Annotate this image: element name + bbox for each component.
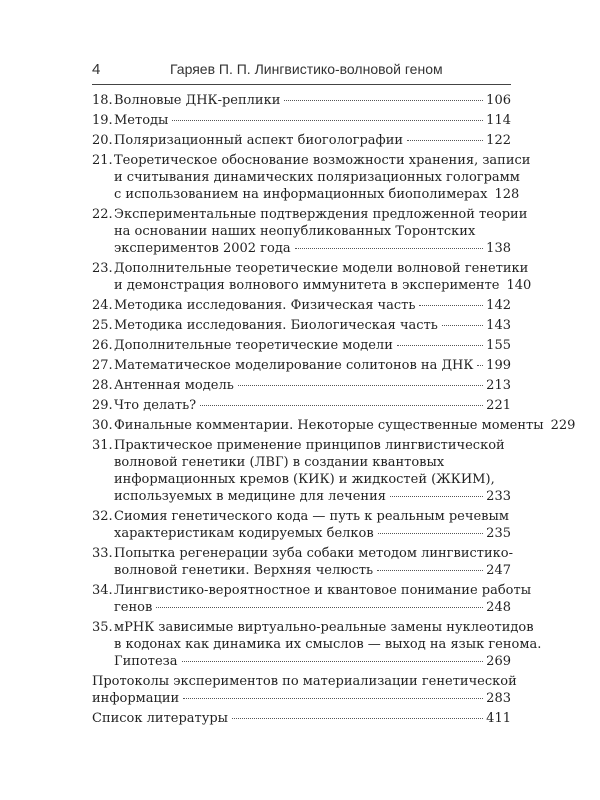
- toc-entry-title-line: Волновые ДНК-реплики: [114, 93, 281, 108]
- dot-leader: [477, 365, 483, 366]
- toc-entry-number: 22.: [92, 207, 113, 222]
- toc-entry: [92, 92, 511, 109]
- toc-entry-title-line: и демонстрация волнового иммунитета в эксперименте: [114, 278, 500, 293]
- toc-entry-page: 233: [486, 489, 511, 504]
- toc-entry-title-line: экспериментов 2002 года: [114, 241, 291, 256]
- toc-entry: [92, 508, 511, 542]
- toc-entry-number: 25.: [92, 318, 113, 333]
- toc-entry-title-line: Дополнительные теоретические модели волновой генетики: [114, 261, 529, 276]
- toc-entry-page: 199: [486, 358, 511, 373]
- dot-leader: [172, 120, 483, 121]
- toc-entry: [92, 297, 511, 314]
- toc-entry: [92, 417, 576, 434]
- toc-entry-page: 411: [486, 711, 511, 726]
- dot-leader: [238, 385, 483, 386]
- toc-entry-title-line: Лингвистико-вероятностное и квантовое понимание работы: [114, 583, 532, 598]
- toc-entry-number: 19.: [92, 113, 113, 128]
- dot-leader: [295, 248, 484, 249]
- toc-entry-page: 138: [486, 241, 511, 256]
- dot-leader: [378, 533, 484, 534]
- toc-entry-number: 26.: [92, 338, 113, 353]
- toc-entry-title-line: Сиомия генетического кода — путь к реальным речевым: [114, 509, 509, 524]
- running-title: Гаряев П. П. Лингвистико-волновой геном: [170, 61, 443, 77]
- toc-entry-title-line: Антенная модель: [114, 378, 234, 393]
- toc-entry: [92, 132, 511, 149]
- toc-entry-title-line: Финальные комментарии. Некоторые существенные моменты: [114, 418, 544, 433]
- dot-leader: [200, 405, 483, 406]
- toc-entry-title-line: Протоколы экспериментов по материализации генетической: [92, 674, 517, 689]
- toc-entry-number: 20.: [92, 133, 113, 148]
- toc-entry-title-line: в кодонах как динамика их смыслов — выход на язык генома.: [114, 637, 542, 652]
- dot-leader: [182, 661, 484, 662]
- toc-entry-title-line: с использованием на информационных биополимерах: [114, 187, 488, 202]
- toc-entry: [92, 673, 517, 707]
- toc-entry-number: 28.: [92, 378, 113, 393]
- toc-entry: [92, 710, 511, 727]
- toc-entry-title-line: Математическое моделирование солитонов на ДНК: [114, 358, 474, 373]
- dot-leader: [156, 607, 483, 608]
- dot-leader: [232, 718, 483, 719]
- toc-entry-number: 31.: [92, 438, 113, 453]
- toc-entry: [92, 317, 511, 334]
- toc-entry-title-line: Список литературы: [92, 711, 229, 726]
- toc-entry-title-line: и считывания динамических поляризационных голограмм: [114, 170, 520, 185]
- toc-entry-page: 143: [486, 318, 511, 333]
- toc-entry-title-line: используемых в медицине для лечения: [114, 489, 386, 504]
- toc-entry-page: 106: [486, 93, 511, 108]
- dot-leader: [407, 140, 483, 141]
- toc-entry: [92, 437, 511, 505]
- toc-entry-title-line: Методика исследования. Биологическая часть: [114, 318, 438, 333]
- page-number: 4: [92, 61, 101, 78]
- toc-entry-title-line: Теоретическое обоснование возможности хранения, записи: [114, 153, 531, 168]
- dot-leader: [284, 100, 483, 101]
- toc-entry-number: 33.: [92, 546, 113, 561]
- dot-leader: [377, 570, 483, 571]
- toc-entry-title-line: Гипотеза: [114, 654, 178, 669]
- toc-entry-number: 30.: [92, 418, 113, 433]
- toc-entry-number: 35.: [92, 620, 113, 635]
- toc-entry-title-line: генов: [114, 600, 153, 615]
- toc-entry-number: 24.: [92, 298, 113, 313]
- toc-entry-title-line: Практическое применение принципов лингвистической: [114, 438, 505, 453]
- toc-entry: [92, 337, 511, 354]
- toc-entry-number: 18.: [92, 93, 113, 108]
- toc-entry-page: 221: [486, 398, 511, 413]
- toc-entry-title-line: информации: [92, 691, 180, 706]
- toc-entry-title-line: характеристикам кодируемых белков: [114, 526, 374, 541]
- toc-entry-page: 248: [486, 600, 511, 615]
- toc-entry-page: 122: [486, 133, 511, 148]
- page-header: [92, 58, 511, 85]
- toc-entry: [92, 206, 528, 257]
- toc-entry-title-line: Попытка регенерации зуба собаки методом лингвистико-: [114, 546, 513, 561]
- toc-entry-title-line: Поляризационный аспект биоголографии: [114, 133, 404, 148]
- dot-leader: [442, 325, 483, 326]
- toc-entry-page: 247: [486, 563, 511, 578]
- dot-leader: [390, 496, 483, 497]
- toc-entry-number: 23.: [92, 261, 113, 276]
- toc-entry-page: 283: [486, 691, 511, 706]
- toc-entry: [92, 112, 511, 129]
- toc-entry-title-line: Экспериментальные подтверждения предложенной теории: [114, 207, 528, 222]
- toc-entry: [92, 397, 511, 414]
- toc-entry-page: 142: [486, 298, 511, 313]
- toc-entry-title-line: Что делать?: [114, 398, 197, 413]
- toc-entry-title-line: мРНК зависимые виртуально-реальные замены нуклеотидов: [114, 620, 534, 635]
- toc-entry-page: 213: [486, 378, 511, 393]
- dot-leader: [183, 698, 483, 699]
- toc-entry-page: 235: [486, 526, 511, 541]
- toc-entry-number: 29.: [92, 398, 113, 413]
- toc-entry-page: 155: [486, 338, 511, 353]
- toc-entry-page: 140: [506, 278, 532, 293]
- toc-entry: [92, 377, 511, 394]
- toc-entry: [92, 260, 532, 294]
- toc-entry: [92, 582, 532, 616]
- toc-entry-title-line: информационных кремов (КИК) и жидкостей (ЖКИМ),: [114, 472, 495, 487]
- toc-entry: [92, 619, 542, 670]
- toc-entry-title-line: на основании наших неопубликованных Торонтских: [114, 224, 476, 239]
- dot-leader: [419, 305, 483, 306]
- toc-entry: [92, 357, 511, 374]
- toc-entry-number: 34.: [92, 583, 113, 598]
- toc-entry-title-line: Дополнительные теоретические модели: [114, 338, 393, 353]
- toc-entry: [92, 545, 511, 579]
- toc-entry-page: 269: [486, 654, 511, 669]
- toc-entry-page: 114: [486, 113, 511, 128]
- toc-entry-page: 128: [494, 187, 520, 202]
- table-of-contents: [92, 92, 576, 730]
- toc-entry-page: 229: [550, 418, 576, 433]
- toc-entry-title-line: волновой генетики. Верхняя челюсть: [114, 563, 374, 578]
- toc-entry: [92, 152, 531, 203]
- toc-entry-title-line: Методика исследования. Физическая часть: [114, 298, 416, 313]
- toc-entry-number: 32.: [92, 509, 113, 524]
- toc-entry-number: 21.: [92, 153, 113, 168]
- toc-entry-title-line: волновой генетики (ЛВГ) в создании квантовых: [114, 455, 445, 470]
- toc-entry-number: 27.: [92, 358, 113, 373]
- dot-leader: [397, 345, 483, 346]
- toc-entry-title-line: Методы: [114, 113, 169, 128]
